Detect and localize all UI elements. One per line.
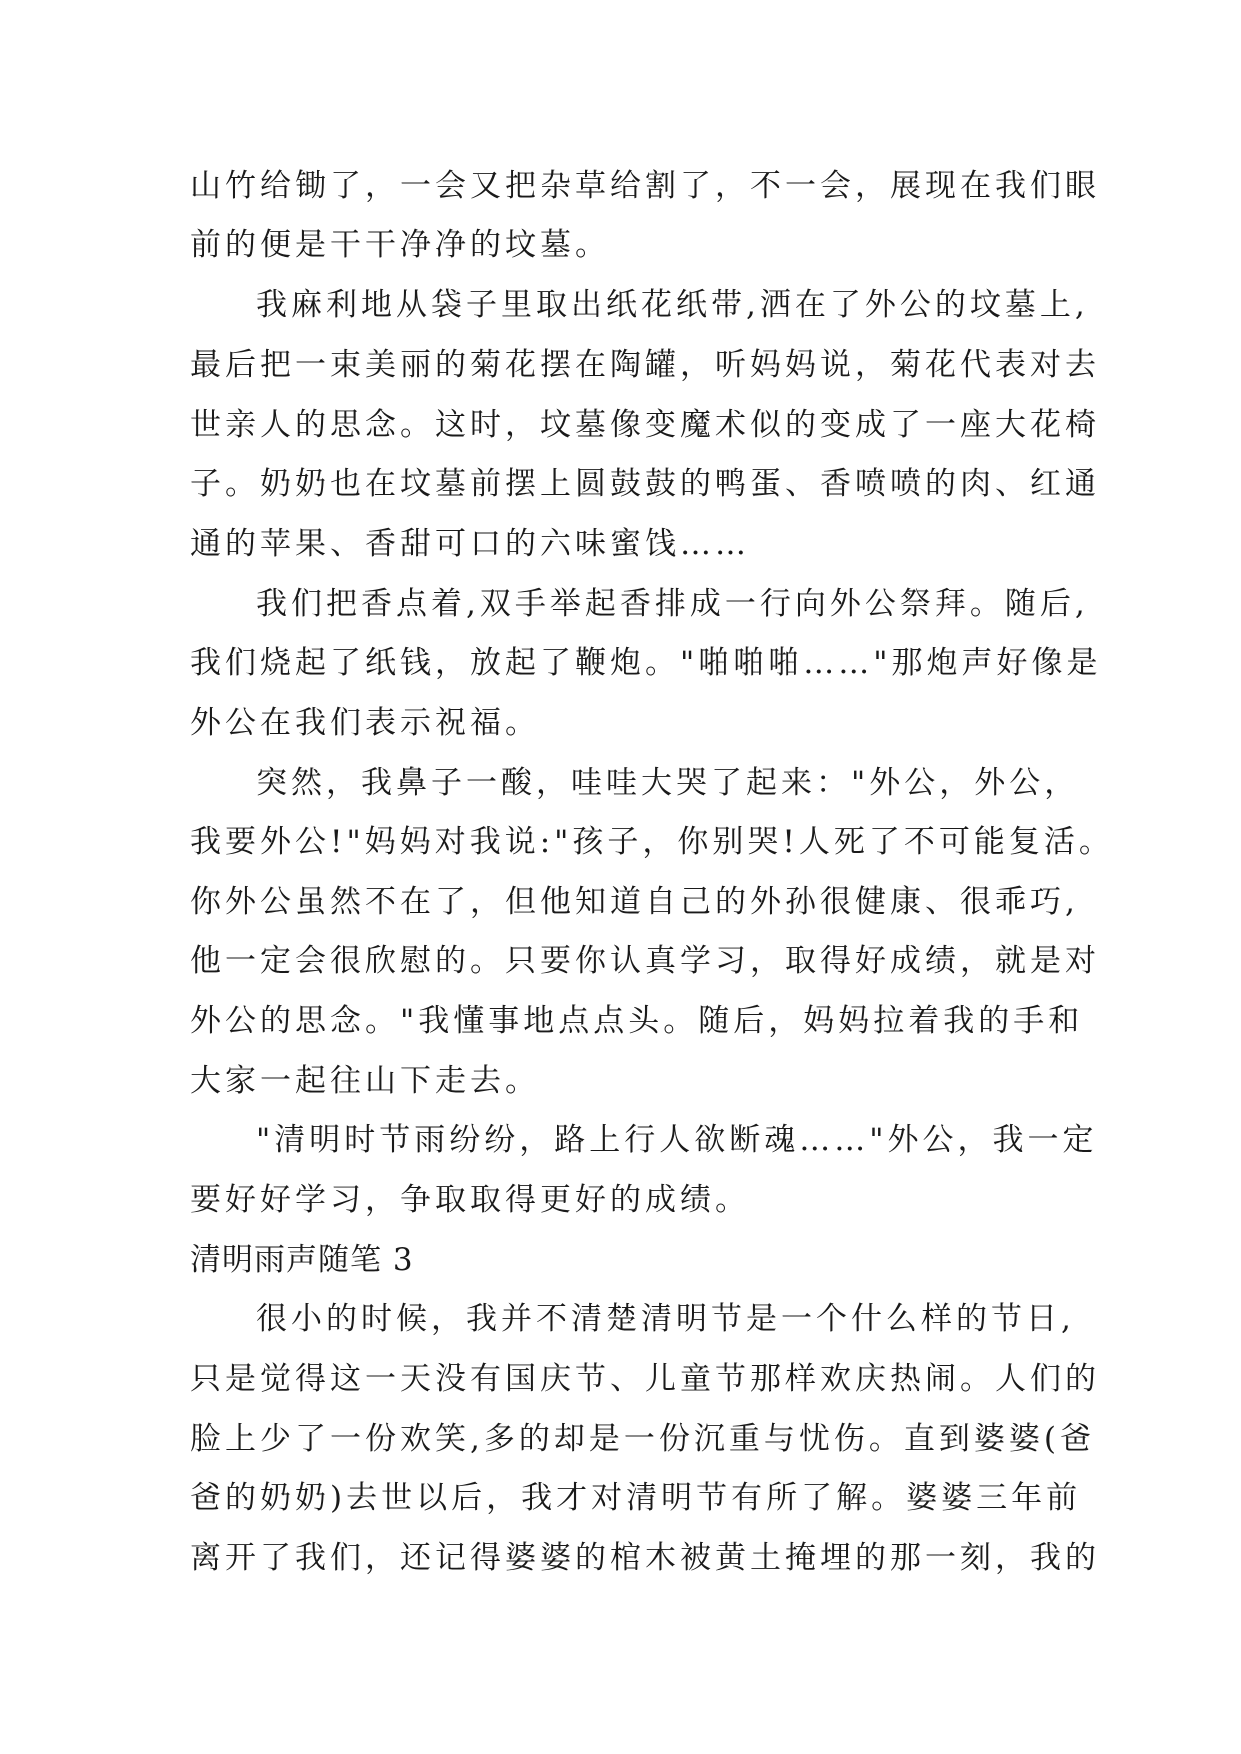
text-line: 最后把一束美丽的菊花摆在陶罐，听妈妈说，菊花代表对去 — [190, 347, 1100, 383]
text-line: 大家一起往山下走去。 — [190, 1063, 540, 1099]
paragraph-first-line: 很小的时候，我并不清楚清明节是一个什么样的节日, — [256, 1301, 1075, 1337]
text-line: 世亲人的思念。这时，坟墓像变魔术似的变成了一座大花椅 — [190, 407, 1100, 443]
text-line: 只是觉得这一天没有国庆节、儿童节那样欢庆热闹。人们的 — [190, 1361, 1100, 1397]
text-line: 他一定会很欣慰的。只要你认真学习，取得好成绩，就是对 — [190, 943, 1100, 979]
text-line: 你外公虽然不在了，但他知道自己的外孙很健康、很乖巧, — [190, 884, 1079, 920]
text-line: 外公在我们表示祝福。 — [190, 705, 540, 741]
paragraph-first-line: 我们把香点着,双手举起香排成一行向外公祭拜。随后, — [256, 586, 1089, 622]
text-line: 前的便是干干净净的坟墓。 — [190, 227, 610, 263]
text-line: 山竹给锄了，一会又把杂草给割了，不一会，展现在我们眼 — [190, 168, 1100, 204]
section-heading: 清明雨声随笔 3 — [190, 1242, 414, 1278]
text-line: 通的苹果、香甜可口的六味蜜饯…… — [190, 526, 750, 562]
text-line: 子。奶奶也在坟墓前摆上圆鼓鼓的鸭蛋、香喷喷的肉、红通 — [190, 466, 1100, 502]
paragraph-first-line: 我麻利地从袋子里取出纸花纸带,洒在了外公的坟墓上, — [256, 287, 1089, 323]
paragraph-first-line: "清明时节雨纷纷，路上行人欲断魂……"外公，我一定 — [256, 1122, 1098, 1158]
text-line: 要好好学习，争取取得更好的成绩。 — [190, 1182, 750, 1218]
text-line: 脸上少了一份欢笑,多的却是一份沉重与忧伤。直到婆婆(爸 — [190, 1421, 1095, 1457]
text-line: 离开了我们，还记得婆婆的棺木被黄土掩埋的那一刻，我的 — [190, 1540, 1100, 1576]
text-line: 我们烧起了纸钱，放起了鞭炮。"啪啪啪……"那炮声好像是 — [190, 645, 1102, 681]
paragraph-first-line: 突然，我鼻子一酸，哇哇大哭了起来："外公，外公， — [256, 765, 1080, 801]
text-line: 爸的奶奶)去世以后，我才对清明节有所了解。婆婆三年前 — [190, 1480, 1082, 1516]
text-line: 我要外公!"妈妈对我说:"孩子，你别哭!人死了不可能复活。 — [190, 824, 1114, 860]
text-line: 外公的思念。"我懂事地点点头。随后，妈妈拉着我的手和 — [190, 1003, 1084, 1039]
